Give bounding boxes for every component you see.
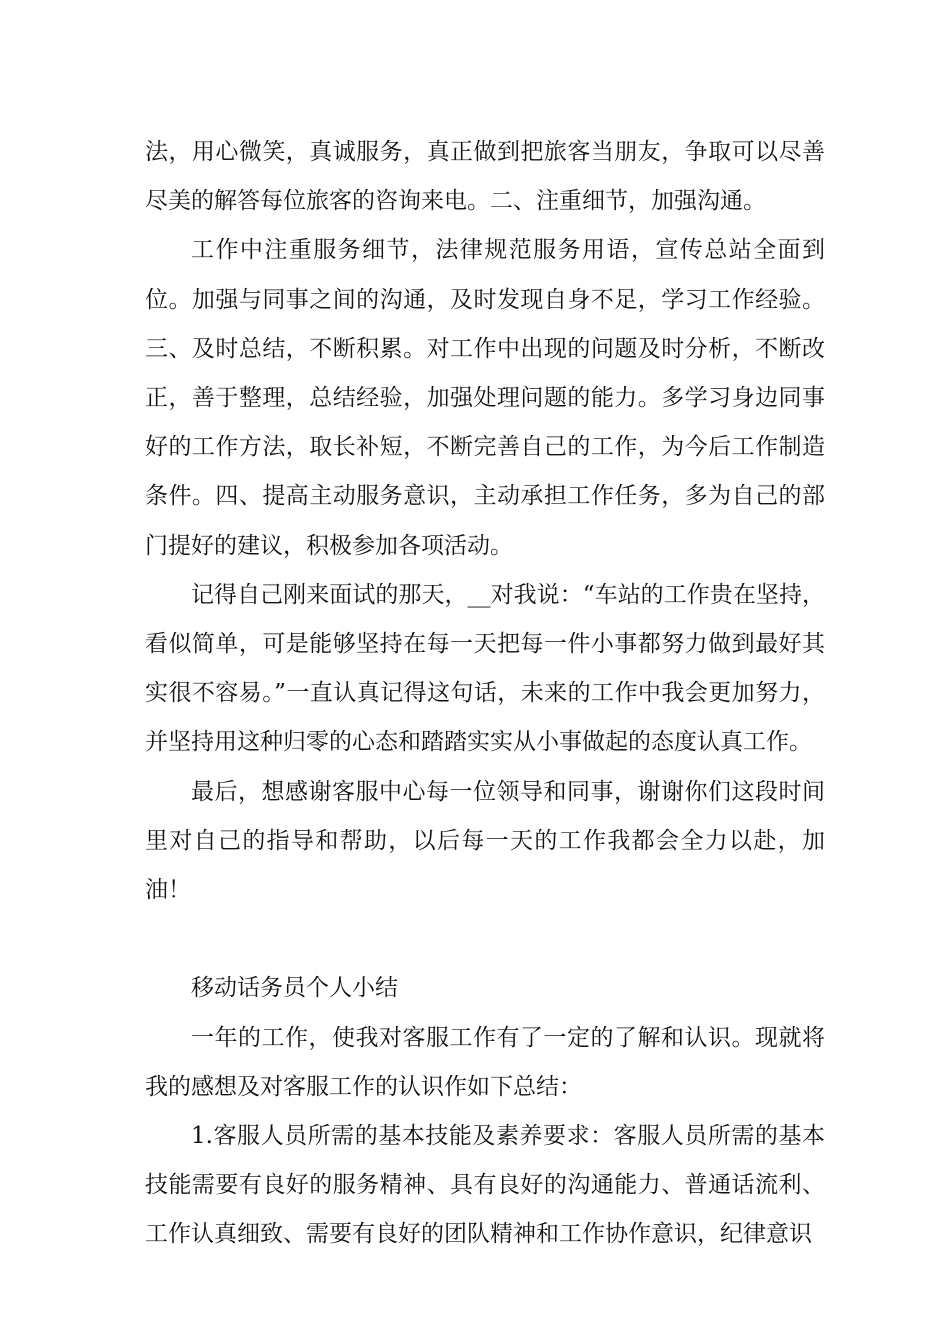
paragraph-continued: 法，用心微笑，真诚服务，真正做到把旅客当朋友，争取可以尽善尽美的解答每位旅客的咨询来电。二、注重细节，加强沟通。 [145, 139, 825, 215]
paragraph-interview-memory: 记得自己刚来面试的那天，__对我说：“车站的工作贵在坚持，看似简单，可是能够坚持在每一天把每一件小事都努力做到最好其实很不容易。”一直认真记得这句话，未来的工作中我会更加努力，并坚持用这种归零的心态和踏踏实实从小事做起的态度认真工作。 [145, 581, 825, 756]
document-body [145, 128, 825, 1260]
paragraph-communication: 工作中注重服务细节，法律规范服务用语，宣传总站全面到位。加强与同事之间的沟通，及时发现自身不足，学习工作经验。三、及时总结，不断积累。对工作中出现的问题及时分析，不断改正，善于整理，总结经验，加强处理问题的能力。多学习身边同事好的工作方法，取长补短，不断完善自己的工作，为今后工作制造条件。四、提高主动服务意识，主动承担工作任务，多为自己的部门提好的建议，积极参加各项活动。 [145, 237, 825, 559]
paragraph-thanks: 最后，想感谢客服中心每一位领导和同事，谢谢你们这段时间里对自己的指导和帮助，以后每一天的工作我都会全力以赴，加油！ [145, 778, 825, 904]
paragraph-basic-skills: 1.客服人员所需的基本技能及素养要求：客服人员所需的基本技能需要有良好的服务精神、具有良好的沟通能力、普通话流利、工作认真细致、需要有良好的团队精神和工作协作意识，纪律意识 [145, 1123, 825, 1248]
section-spacer [145, 915, 825, 964]
section-title: 移动话务员个人小结 [191, 975, 398, 1002]
paragraph-year-summary: 一年的工作，使我对客服工作有了一定的了解和认识。现就将我的感想及对客服工作的认识作如下总结： [145, 1024, 825, 1100]
